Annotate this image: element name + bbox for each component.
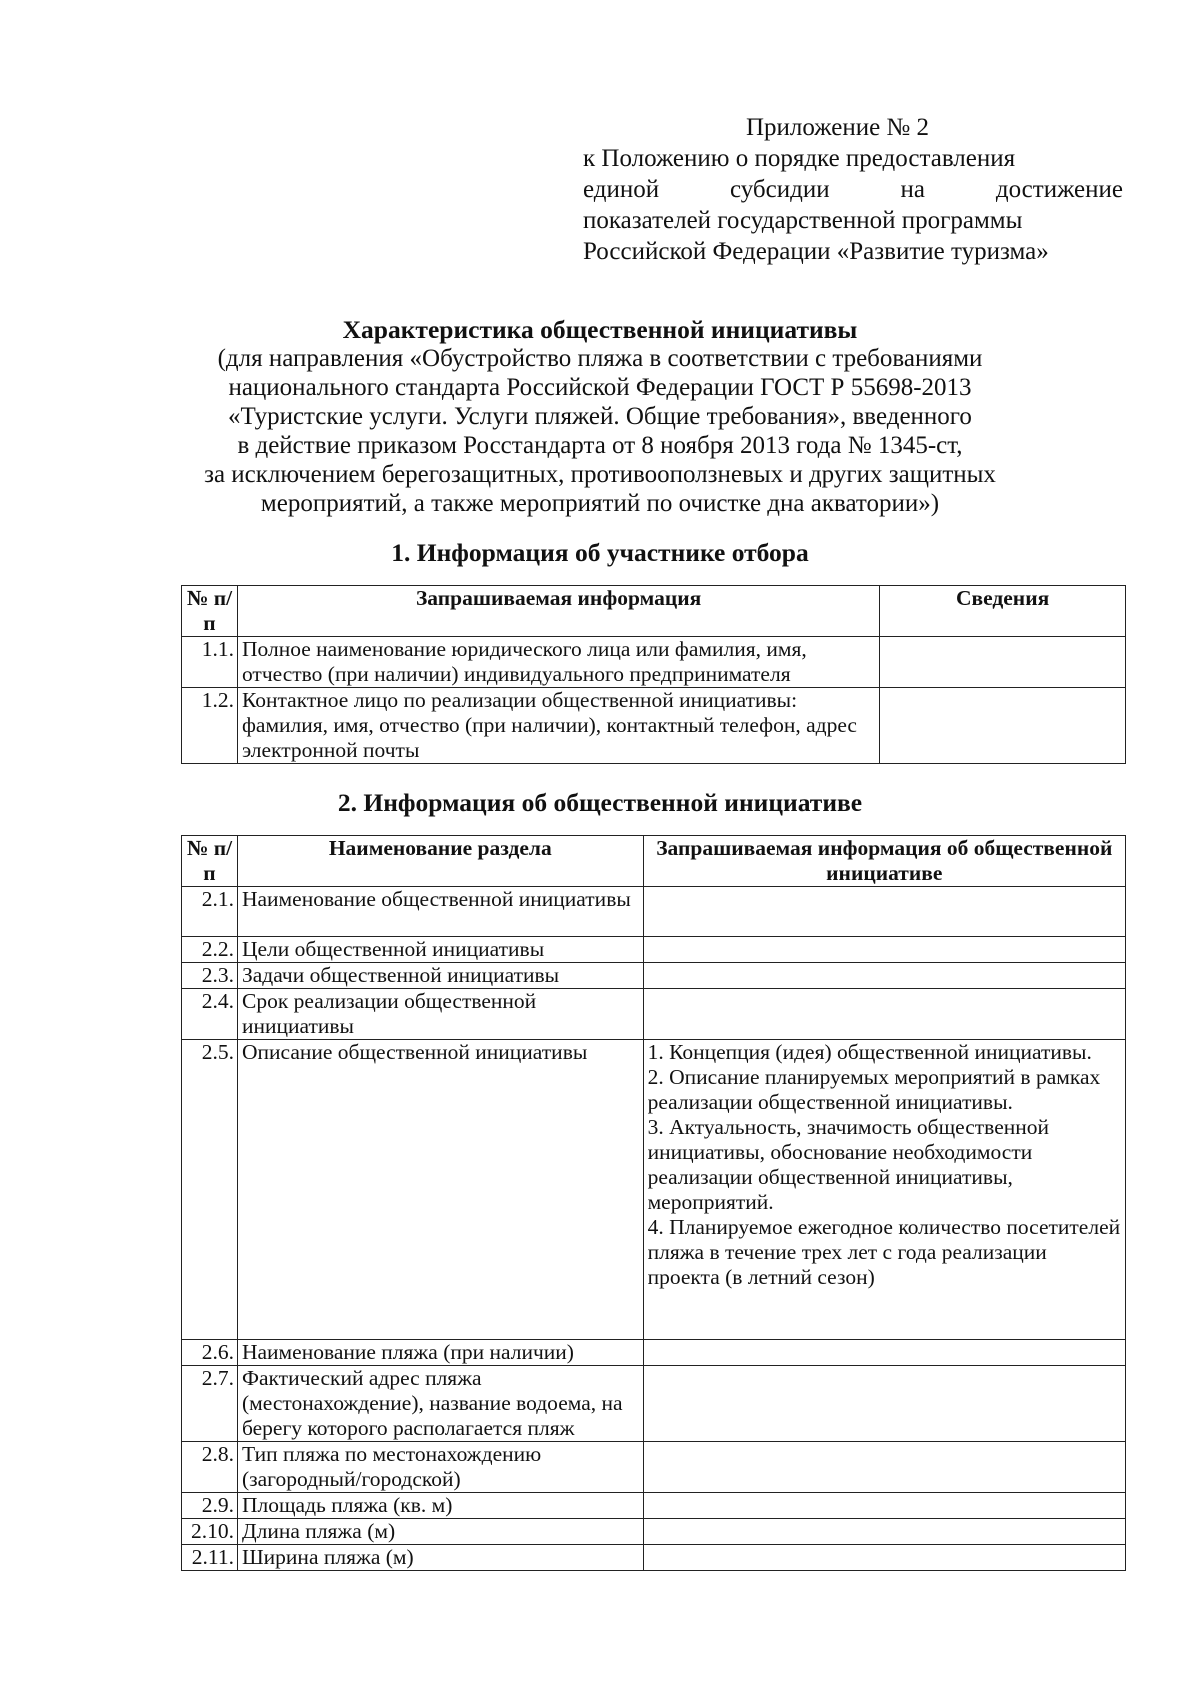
- column-header-details: Сведения: [880, 586, 1126, 637]
- table-row: [182, 887, 1126, 937]
- table-row: [182, 963, 1126, 989]
- row-name: Тип пляжа по местонахождению (загородный/городской): [237, 1442, 643, 1493]
- row-text: Контактное лицо по реализации общественной инициативы: фамилия, имя, отчество (при наличии), контактный телефон, адрес электронной почты: [237, 688, 879, 764]
- row-number: 2.6.: [182, 1340, 238, 1366]
- heading-line: национального стандарта Российской Федерации ГОСТ Р 55698-2013: [228, 374, 972, 401]
- row-info-cell[interactable]: [643, 1493, 1125, 1519]
- row-number: 2.10.: [182, 1519, 238, 1545]
- row-number: 2.3.: [182, 963, 238, 989]
- description-item: 4. Планируемое ежегодное количество посетителей пляжа в течение трех лет с года реализации проекта (в летний сезон): [647, 1215, 1121, 1289]
- appendix-line-4: Российской Федерации «Развитие туризма»: [583, 238, 1049, 265]
- heading-line: в действие приказом Росстандарта от 8 ноября 2013 года № 1345-ст,: [237, 432, 963, 459]
- row-name: Фактический адрес пляжа (местонахождение), название водоема, на берегу которого располагается пляж: [237, 1366, 643, 1442]
- participant-table: [181, 585, 1126, 764]
- appendix-title: Приложение № 2: [746, 114, 930, 141]
- heading-line: (для направления «Обустройство пляжа в соответствии с требованиями: [217, 345, 983, 372]
- row-info-cell[interactable]: [643, 1519, 1125, 1545]
- table-header-row: [182, 586, 1126, 637]
- appendix-line-3: показателей государственной программы: [583, 207, 1023, 234]
- appendix-block: [583, 112, 1123, 267]
- row-number: 2.8.: [182, 1442, 238, 1493]
- table-row: [182, 1493, 1126, 1519]
- row-name: Срок реализации общественной инициативы: [237, 989, 643, 1040]
- table-row: [182, 688, 1126, 764]
- appendix-word: единой: [583, 176, 660, 203]
- row-name: Описание общественной инициативы: [237, 1040, 643, 1340]
- row-number: 2.7.: [182, 1366, 238, 1442]
- row-name: Наименование пляжа (при наличии): [237, 1340, 643, 1366]
- row-number: 2.2.: [182, 937, 238, 963]
- heading-line: за исключением берегозащитных, противооползневых и других защитных: [204, 461, 996, 488]
- section2-title: 2. Информация об общественной инициативе: [337, 788, 863, 817]
- row-number: 2.4.: [182, 989, 238, 1040]
- heading-line: мероприятий, а также мероприятий по очистке дна акватории»): [260, 490, 940, 517]
- row-info-cell[interactable]: [643, 1442, 1125, 1493]
- row-info-cell[interactable]: [643, 989, 1125, 1040]
- row-name: Задачи общественной инициативы: [237, 963, 643, 989]
- appendix-word: достижение: [995, 176, 1123, 203]
- column-header-requested-info: Запрашиваемая информация об общественной инициативе: [643, 836, 1125, 887]
- table-header-row: [182, 836, 1126, 887]
- table-row: [182, 1040, 1126, 1340]
- table-row: [182, 989, 1126, 1040]
- heading-line: «Туристские услуги. Услуги пляжей. Общие требования», введенного: [228, 403, 972, 430]
- description-item: 1. Концепция (идея) общественной инициативы.: [647, 1040, 1092, 1064]
- table-row: [182, 1519, 1126, 1545]
- row-name: Площадь пляжа (кв. м): [237, 1493, 643, 1519]
- table-row: [182, 1366, 1126, 1442]
- row-name: Наименование общественной инициативы: [237, 887, 643, 937]
- row-number: 2.11.: [182, 1545, 238, 1571]
- initiative-table: [181, 835, 1126, 1571]
- table-row: [182, 1340, 1126, 1366]
- row-text: Полное наименование юридического лица или фамилия, имя, отчество (при наличии) индивидуального предпринимателя: [237, 637, 879, 688]
- row-number: 2.9.: [182, 1493, 238, 1519]
- section1-title: 1. Информация об участнике отбора: [391, 538, 809, 567]
- table-row: [182, 1442, 1126, 1493]
- table-row: [182, 637, 1126, 688]
- row-info-cell[interactable]: [643, 1366, 1125, 1442]
- column-header-number: № п/п: [182, 836, 238, 887]
- appendix-line-1: к Положению о порядке предоставления: [583, 145, 1016, 172]
- row-value-cell[interactable]: [880, 637, 1126, 688]
- appendix-word: субсидии: [730, 176, 830, 203]
- appendix-word: на: [900, 176, 925, 203]
- row-info-cell: [643, 1040, 1125, 1340]
- row-name: Ширина пляжа (м): [237, 1545, 643, 1571]
- document-title: Характеристика общественной инициативы: [342, 315, 858, 344]
- column-header-section-name: Наименование раздела: [237, 836, 643, 887]
- column-header-requested-info: Запрашиваемая информация: [237, 586, 879, 637]
- row-number: 1.2.: [182, 688, 238, 764]
- document-heading: [0, 315, 1200, 518]
- row-info-cell[interactable]: [643, 963, 1125, 989]
- column-header-number: № п/п: [182, 586, 238, 637]
- row-value-cell[interactable]: [880, 688, 1126, 764]
- description-item: 3. Актуальность, значимость общественной инициативы, обоснование необходимости реализации общественной инициативы, мероприятий.: [647, 1115, 1050, 1214]
- row-number: 2.1.: [182, 887, 238, 937]
- row-name: Цели общественной инициативы: [237, 937, 643, 963]
- row-number: 2.5.: [182, 1040, 238, 1340]
- appendix-line-2: [583, 174, 1123, 205]
- row-info-cell[interactable]: [643, 1545, 1125, 1571]
- row-info-cell[interactable]: [643, 937, 1125, 963]
- table-row: [182, 1545, 1126, 1571]
- row-info-cell[interactable]: [643, 887, 1125, 937]
- description-item: 2. Описание планируемых мероприятий в рамках реализации общественной инициативы.: [647, 1065, 1101, 1114]
- row-name: Длина пляжа (м): [237, 1519, 643, 1545]
- table-row: [182, 937, 1126, 963]
- row-number: 1.1.: [182, 637, 238, 688]
- row-info-cell[interactable]: [643, 1340, 1125, 1366]
